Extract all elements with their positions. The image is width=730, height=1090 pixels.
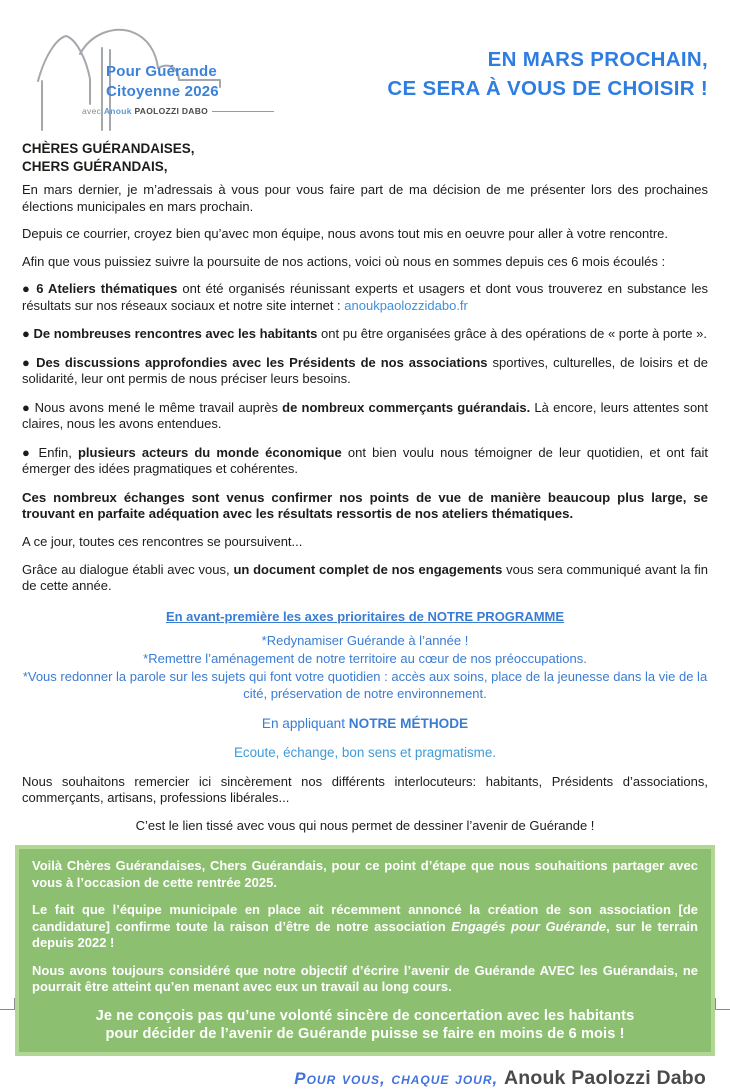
logo-title-line1: Pour Guérande — [106, 63, 217, 80]
bullet-ateliers — [22, 281, 708, 314]
bullet-commercants — [22, 400, 708, 433]
salutation — [22, 140, 708, 175]
salutation-line2: CHERS GUÉRANDAIS, — [22, 158, 168, 174]
headline-line2: CE SERA À VOUS DE CHOISIR ! — [387, 76, 708, 100]
text-run: Nous avons toujours considéré que notre objectif d’écrire l’avenir de Guérande AVEC les Guérandais, ne pourrait être atteint qu’en menant avec eux un travail au long cours. — [32, 962, 698, 995]
signature-name: Anouk Paolozzi Dabo — [503, 1067, 706, 1090]
bullet-rencontres — [22, 326, 708, 343]
letter-body — [22, 140, 708, 834]
crop-mark-bottom-left — [0, 998, 15, 1010]
text-run: vous sera communiqué avant la fin de cette année. — [22, 561, 708, 594]
paragraph-intro — [22, 182, 708, 215]
salutation-line1: CHÈRES GUÉRANDAISES, — [22, 141, 195, 156]
green-highlight-box — [15, 845, 715, 1056]
program-heading — [22, 609, 708, 626]
text-run: ont pu être organisées grâce à des opérations de « porte à porte ». — [317, 326, 707, 342]
program-line-2: *Remettre l’aménagement de notre territoire au cœur de nos préoccupations. — [143, 651, 587, 667]
header — [22, 22, 708, 140]
paragraph-confirmation — [22, 490, 708, 524]
text-run: plusieurs acteurs du monde économique — [77, 444, 342, 460]
text-run: Nous souhaitons remercier ici sincèrement nos différents interlocuteurs: habitants, Présidents d’associations, commerçants, artisans, professions libérales... — [22, 773, 708, 806]
signature — [22, 1056, 708, 1090]
text-run: ont été organisés réunissant experts et usagers et dont vous trouverez en substance les résultats sur nos réseaux sociaux et notre site internet : — [22, 281, 708, 313]
byline-rule — [212, 111, 274, 112]
paragraph-depuis — [22, 226, 708, 243]
text-run: A ce jour, toutes ces rencontres se poursuivent... — [22, 534, 303, 550]
text-run: ● 6 Ateliers thématiques — [22, 281, 178, 297]
paragraph-remerciements — [22, 774, 708, 807]
text-run: Afin que vous puissiez suivre la poursuite de nos actions, voici où nous en sommes depuis ces 6 mois écoulés : — [22, 253, 666, 269]
signature-slogan: Pour vous, chaque jour, — [294, 1069, 504, 1089]
greenbox-final-line1: Je ne conçois pas qu’une volonté sincère de concertation avec les habitants — [95, 1007, 635, 1024]
paragraph-afin — [22, 254, 708, 271]
bullet-economique — [22, 445, 708, 478]
text-run: NOTRE MÉTHODE — [348, 715, 469, 731]
text-run: Le fait que l’équipe municipale en place ait récemment annoncé la création de son association [de candidature] confirme toute la raison d’être de notre association — [32, 902, 698, 934]
website-link[interactable]: anoukpaolozzidabo.fr — [344, 297, 468, 313]
text-run: un document complet de nos engagements — [233, 561, 503, 577]
text-run: , sur le terrain depuis 2022 ! — [32, 918, 698, 951]
text-run: ● Enfin, — [22, 444, 78, 460]
ecoute-line: Ecoute, échange, bon sens et pragmatisme. — [233, 744, 497, 760]
text-run: ● Des discussions approfondies avec les Présidents de nos associations — [22, 354, 488, 370]
greenbox-final-line2: pour décider de l’avenir de Guérande puisse se faire en moins de 6 mois ! — [105, 1026, 625, 1043]
text-run: En avant-première les axes prioritaires de NOTRE PROGRAMME — [165, 608, 565, 624]
paragraph-lien: C’est le lien tissé avec vous qui nous permet de dessiner l’avenir de Guérande ! — [135, 817, 595, 833]
bullet-discussions — [22, 355, 708, 388]
paragraph-dialogue — [22, 562, 708, 595]
crop-mark-bottom-right — [715, 998, 730, 1010]
headline — [387, 46, 708, 103]
logo-byline — [82, 106, 274, 116]
text-run: Depuis ce courrier, croyez bien qu’avec mon équipe, nous avons tout mis en oeuvre pour aller à votre rencontre. — [22, 226, 669, 242]
byline-first-name: Anouk — [103, 106, 135, 116]
text-run: ● De nombreuses rencontres avec les habitants — [22, 326, 318, 342]
greenbox-paragraph-3 — [32, 963, 698, 996]
greenbox-paragraph-2 — [32, 902, 698, 952]
headline-line1: EN MARS PROCHAIN, — [487, 48, 708, 71]
byline-prefix: avec — [82, 106, 104, 116]
program-line-1: *Redynamiser Guérande à l’année ! — [261, 633, 469, 649]
text-run: En mars dernier, je m’adressais à vous pour vous faire part de ma décision de me présenter lors des prochaines élections municipales en mars prochain. — [22, 182, 708, 214]
method-line — [22, 715, 708, 732]
greenbox-paragraph-1 — [32, 858, 698, 891]
text-run: ● Nous avons mené le même travail auprès — [22, 399, 283, 415]
text-run: sportives, culturelles, de loisirs et de solidarité, leur ont permis de nous préciser leurs besoins. — [22, 354, 708, 387]
program-line-3: *Vous redonner la parole sur les sujets qui font votre quotidien : accès aux soins, place de la jeunesse dans la vie de la cité, préservation de notre environnement. — [22, 668, 708, 701]
text-run: de nombreux commerçants guérandais. — [282, 399, 531, 415]
text-run: Ces nombreux échanges sont venus confirmer nos points de vue de manière beaucoup plus large, se trouvant en parfaite adéquation avec les résultats ressortis de nos ateliers thématiques. — [22, 489, 708, 522]
greenbox-final-statement — [32, 1007, 698, 1043]
text-run: En appliquant — [261, 715, 349, 731]
logo-title-line2: Citoyenne 2026 — [106, 82, 219, 100]
text-run: Grâce au dialogue établi avec vous, — [22, 561, 234, 577]
text-run: Voilà Chères Guérandaises, Chers Guérandais, pour ce point d’étape que nous souhaitions partager avec vous à l’occasion de cette rentrée 2025. — [32, 858, 698, 890]
logo-title — [106, 62, 219, 101]
byline-last-name: PAOLOZZI DABO — [134, 106, 209, 116]
campaign-logo — [30, 22, 330, 132]
text-run: ont bien voulu nous témoigner de leur quotidien, et ont fait émerger des idées pragmatiques et cohérentes. — [22, 444, 708, 477]
text-run: Engagés pour Guérande — [451, 918, 607, 934]
paragraph-a-ce-jour — [22, 534, 708, 551]
text-run: Là encore, leurs attentes sont claires, nous les avons entendues. — [22, 399, 709, 432]
